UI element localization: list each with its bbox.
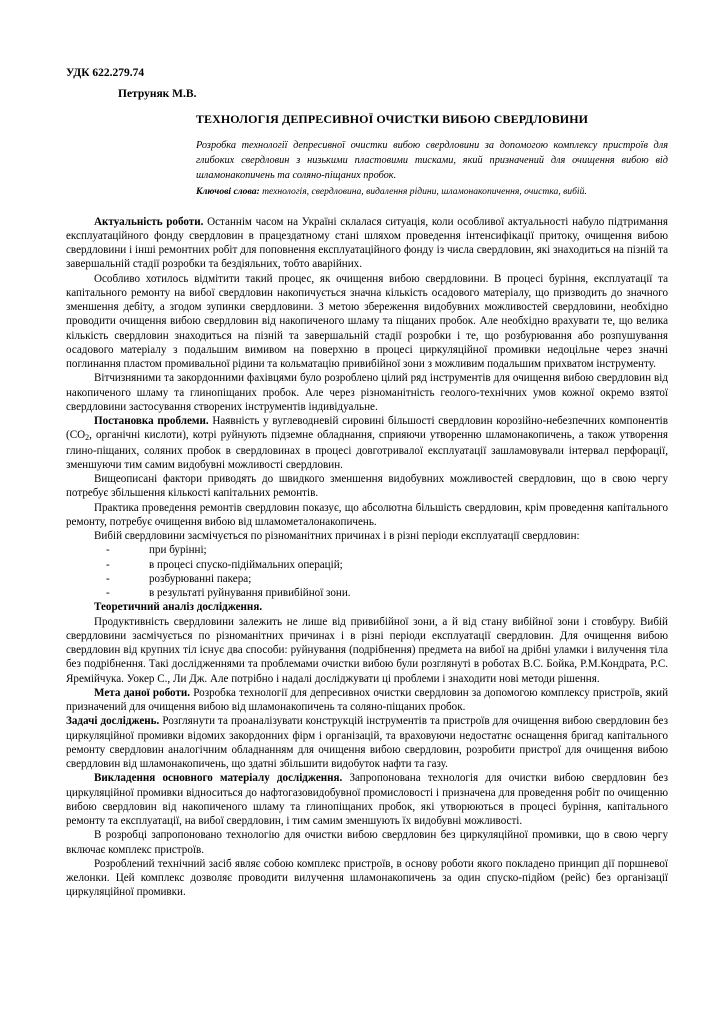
- list-item: [66, 586, 668, 600]
- list-item-label: в результаті руйнування привибійної зони.: [149, 587, 351, 600]
- udk-code: УДК 622.279.74: [66, 67, 145, 79]
- abstract-text: Розробка технології депресивної очистки вибою свердловини за допомогою комплексу пристроїв для глибоких свердловин з низькими пластовими тисками, який призначений для очищення вибою від шламонакопичень та соляно-піщаних пробок.: [196, 140, 668, 181]
- goal-text: Розробка технології для депресивнох очистки свердловин за допомогою комплексу пристроїв, який призначений для очищення вибою від шламонакопичень та соляно-піщаних пробок.: [66, 686, 669, 714]
- paragraph-material: [66, 771, 668, 828]
- paragraph-development: В розробці запропоновано технологію для очистки вибою свердловин без циркуляційної промивки, що в свою чергу включає комплекс пристроїв.: [66, 829, 668, 856]
- co2-subscript: 2: [85, 433, 90, 443]
- heading-theoretical-analysis: Теоретичний аналіз дослідження.: [94, 601, 263, 614]
- author-name: Петруняк М.В.: [118, 88, 197, 101]
- paragraph-productivity: Продуктивність свердловини залежить не лише від привибійної зони, а й від стану вибійної зони і стовбуру. Вибій свердловини засмічується по різноманітних причинах і в різні періоди експлуатації свердловин. Для очищення вибою свердловин від крупних тіл існує два способи: руйнування (подрібнення) предмета на вибої на дрібні уламки і вилучення тіла без подрібнення. Такі дослідженнями та проблемами очистки вибою були розглянуті в роботах В.С. Бойка, Р.М.Кондрата, Р.С. Яремійчука. Уокер С., Ли Дж. Але потрібно і надалі досліджувати ці проблеми і знаходити нові методи рішення.: [66, 615, 668, 685]
- paragraph-goal: [66, 686, 668, 715]
- tasks-text: Розглянути та проаналізувати конструкцій інструментів та пристроїв для очищення вибою свердловин без циркуляційної промивки відомих закордонних фірм і організацій, та враховуючи недостатнє оснащення бригад капітального ремонту свердловин аналогічним обладнанням для очищення вибою свердловин, розробити пристрої для очищення вибою свердловин від шламонакопичень, що здатні збільшити видобуток нафти та газу.: [66, 715, 668, 771]
- paragraph-relevance: [66, 215, 668, 272]
- page-title: ТЕХНОЛОГІЯ ДЕПРЕСИВНОЇ ОЧИСТКИ ВИБОЮ СВЕРДЛОВИНИ: [195, 112, 589, 127]
- tasks-label: Задачі досліджень.: [66, 715, 160, 728]
- keywords-label: Ключові слова:: [196, 186, 260, 198]
- problem-text-a: Наявність у вуглеводневій сировині більшості свердловин корозійно-небезпечних компонентів (CO: [66, 415, 668, 442]
- bullet-dash-icon: -: [106, 587, 110, 600]
- bullet-dash-icon: -: [106, 572, 110, 585]
- paragraph-problem: [66, 414, 668, 472]
- paragraph-specialists: Вітчизняними та закордонними фахівцями було розроблено цілий ряд інструментів для очищення вибою свердловин від накопиченого шламу та глинопіщаних пробок. Але через різноманітність геолого-технічних умов кожної окремо взятої свердловини застосування створених інструментів індивідуальне.: [66, 372, 668, 413]
- goal-label: Мета даної роботи.: [94, 686, 191, 699]
- paragraph-tasks: [66, 714, 668, 771]
- bullet-dash-icon: -: [106, 558, 110, 571]
- paragraph-practice: Практика проведення ремонтів свердловин показує, що абсолютна більшість свердловин, крім проведення капітального ремонту, потребує очищення вибою від шламометалонакопичень.: [66, 501, 668, 528]
- list-item-label: при бурінні;: [149, 544, 207, 557]
- list-item: [66, 543, 668, 557]
- problem-text-b: , органічні кислоти), котрі руйнують підземне обладнання, сприяючи утворенню шламонакопичень, а також утворення глино-піщаних, соляних пробок в свердловинах в процесі довготривалої експлуатації зашламовували інтервал перфорації, зменшуючи тим самим видобувні можливості свердловин.: [66, 429, 668, 471]
- paragraph-drilling: Особливо хотилось відмітити такий процес, як очищення вибою свердловини. В процесі буріння, експлуатації та капітального ремонту на вибої свердловин накопичується значна кількість осадового матеріалу, що призводить до значного зменшення дебіту, а згодом зупинки свердловини. З метою збереження видобувних можливостей свердловини, необхідно проводити очищення вибою свердловин від накопиченого шламу та піщаних пробок. Але необхідно врахувати те, що велика кількість свердловин знаходиться на пізній та завершальній стадії розробки і те, що розбурювання або розпушування осадового матеріалу з подальшим вимивом на поверхню в процесі циркуляційної промивки недоцільне через значні поглинання пластом промивальної рідини та кольматацію привибійної зони з можливим подальшим прихватом інструменту.: [66, 272, 668, 371]
- problem-label: Постановка проблеми.: [94, 415, 209, 428]
- paragraph-list-intro: Вибій свердловини засмічується по різноманітних причинах і в різні періоди експлуатації свердловин:: [94, 530, 580, 543]
- list-item-label: в процесі спуско-підіймальних операцій;: [149, 558, 343, 571]
- paragraph-device: Розроблений технічний засіб являє собою комплекс пристроїв, в основу роботи якого покладено принцип дії поршневої желонки. Цей комплекс дозволяє проводити вилучення шламонакопичень за один спуско-підйом (рейс) без організації циркуляційної промивки.: [66, 857, 668, 899]
- relevance-text: Останнім часом на Україні склалася ситуація, коли особливої актуальності набуло підтримання експлуатаційного фонду свердловин в працездатному стані шляхом проведення інтенсифікації притоку, очищення вибою свердловини і інші ремонтних робіт для поповнення експлуатаційного фонду із числа свердловин, які знаходиться на пізній та завершальній стадії розробки та бездіяльних, тобто аварійних.: [66, 215, 668, 271]
- causes-list: [66, 543, 668, 600]
- relevance-label: Актуальність роботи.: [94, 215, 204, 228]
- material-label: Викладення основного матеріалу дослідження.: [94, 772, 343, 785]
- list-item: [66, 558, 668, 572]
- keywords-values: технологія, свердловина, видалення рідини, шламонакопичення, очистка, вибій.: [259, 186, 587, 198]
- bullet-dash-icon: -: [106, 544, 110, 557]
- list-item: [66, 572, 668, 586]
- paragraph-factors: Вищеописані фактори приводять до швидкого зменшення видобувних можливостей свердловин, що в свою чергу потребує збільшення кількості капітальних ремонтів.: [66, 473, 668, 500]
- keywords-line: [66, 185, 668, 198]
- material-text: Запропонована технологія для очистки вибою свердловин без циркуляційної промивки відноситься до нафтогазовидобувної промисловості і призначена для проведення робіт по очищенню вибою свердловин від накопиченого шламу та глинопіщаних пробок, які утворюються в процесі буріння, капітального ремонту та експлуатації, на вибої свердловин, і тим самим зменшують їх видобувні можливості.: [66, 772, 668, 828]
- list-item-label: розбурюванні пакера;: [149, 572, 252, 585]
